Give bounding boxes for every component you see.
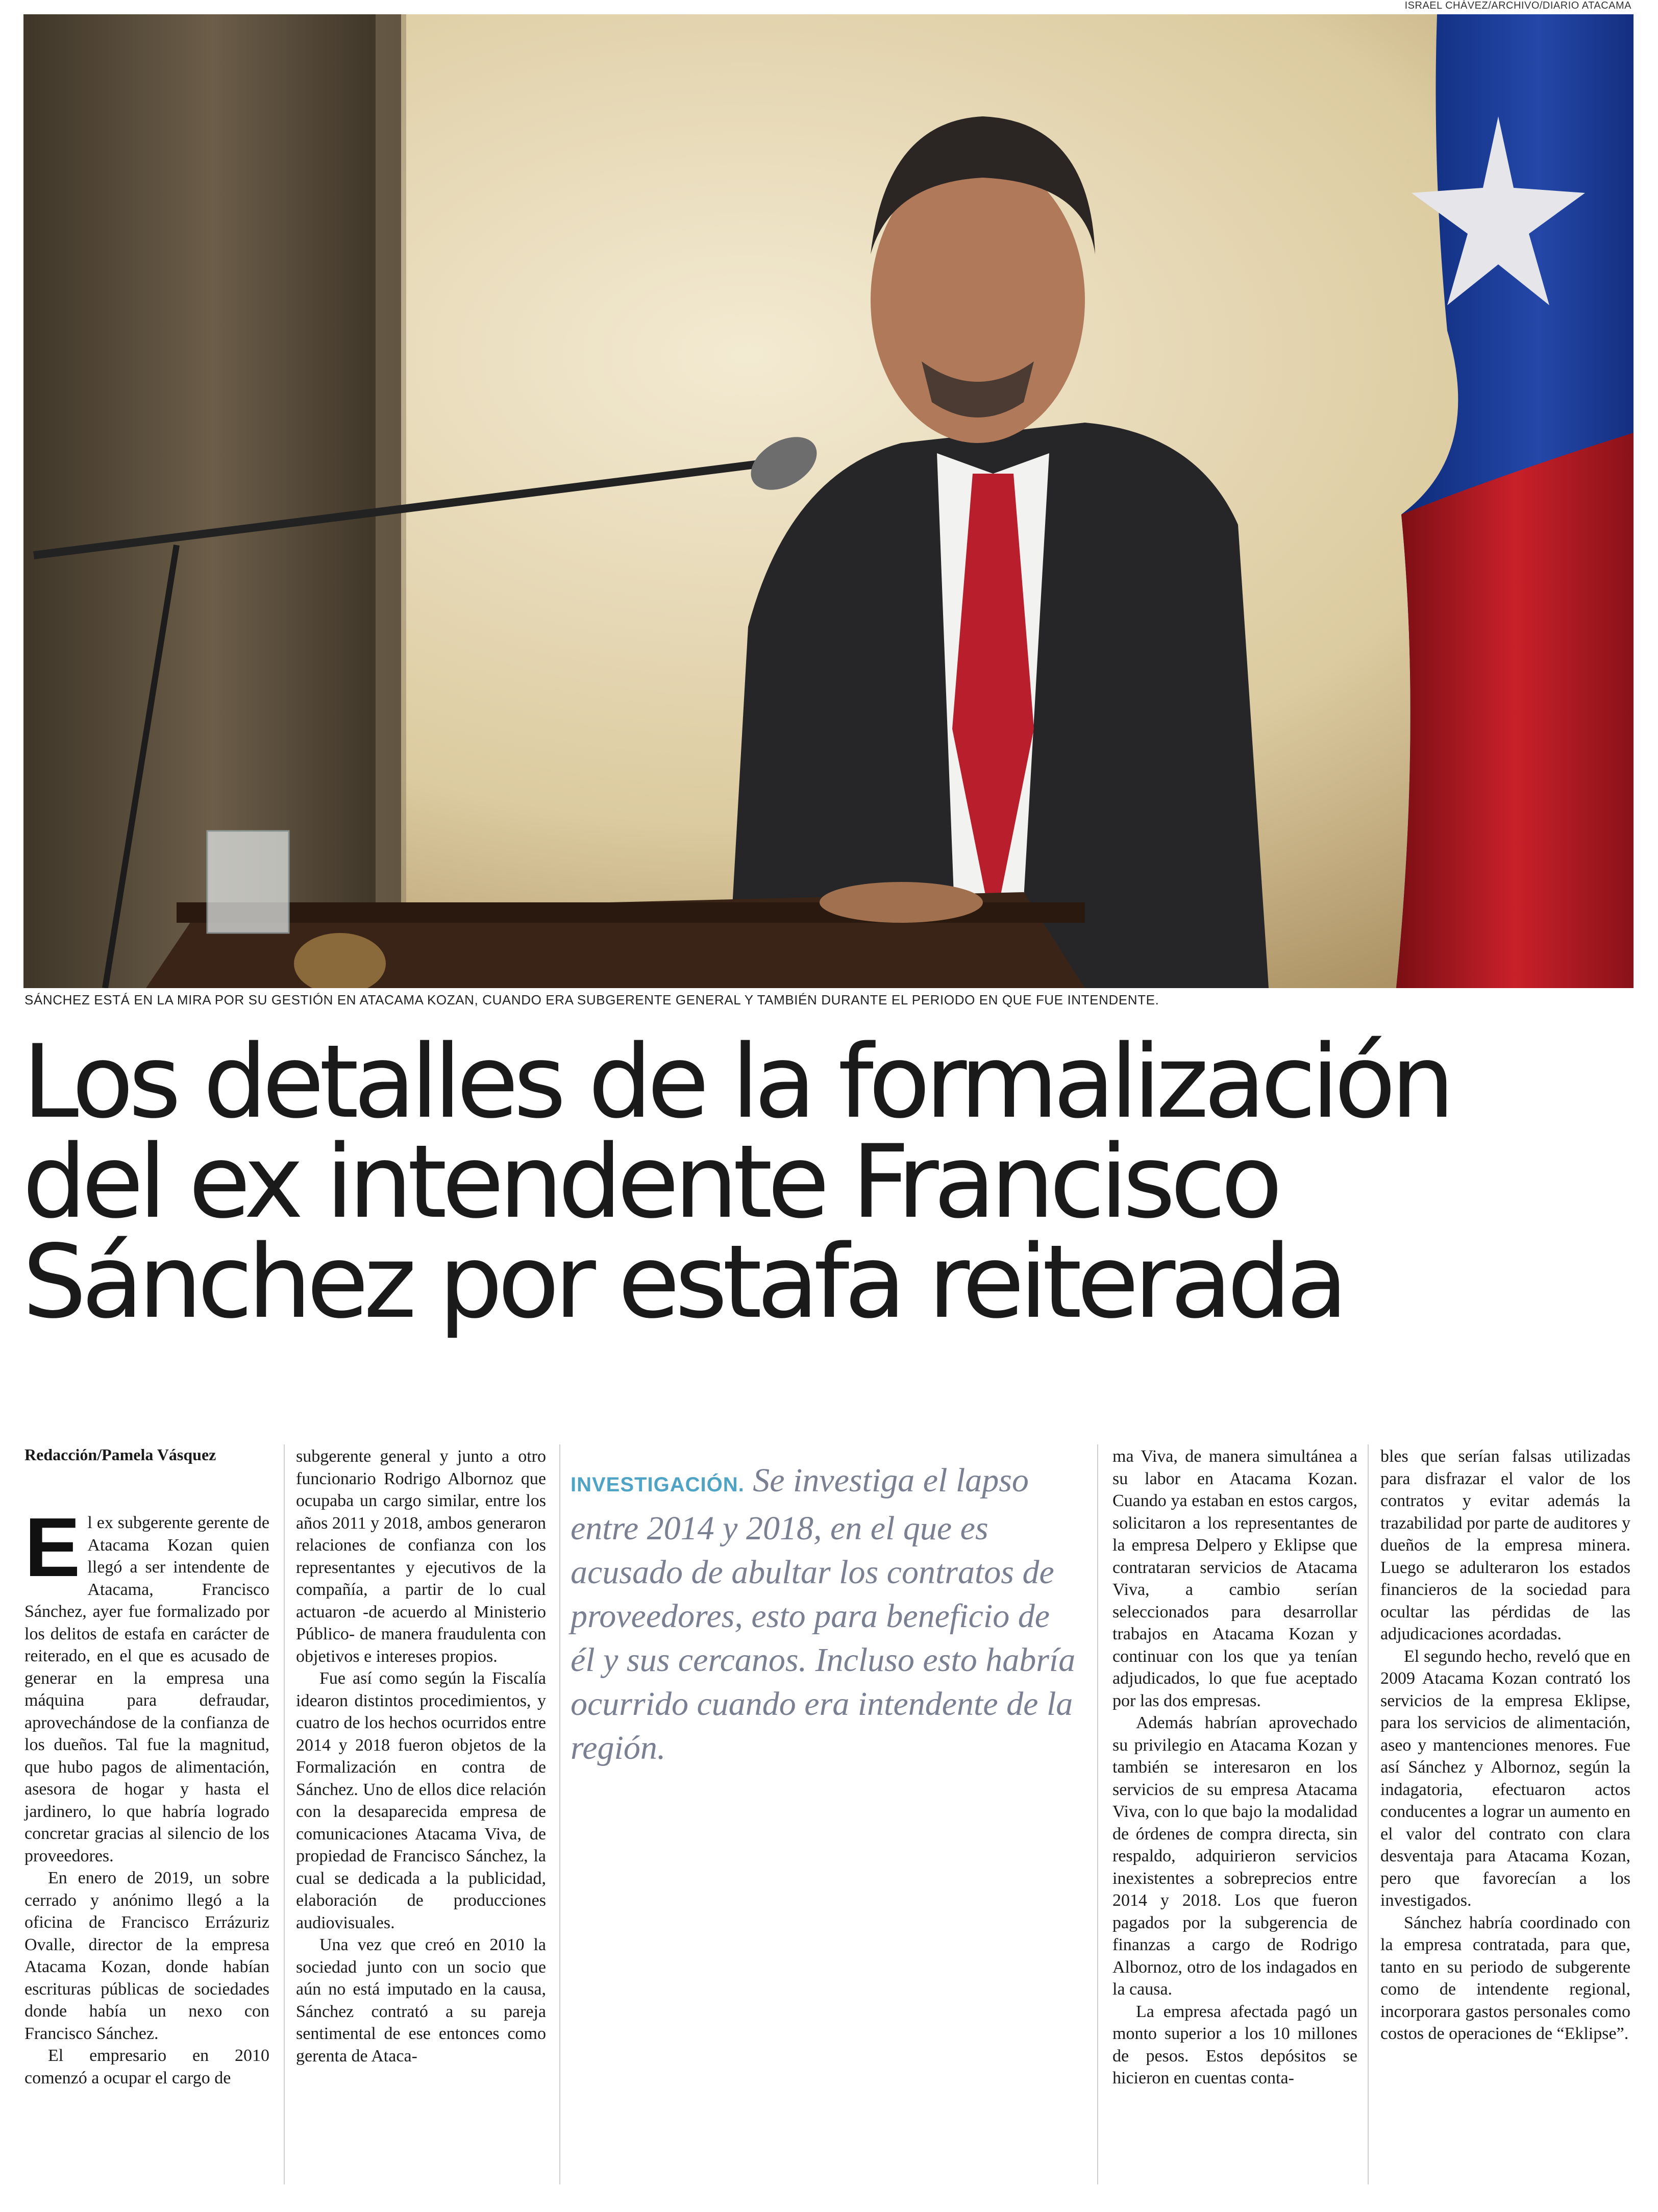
article-column-1 xyxy=(24,1501,269,2196)
paragraph-text: l ex subgerente gerente de Atacama Kozan quien llegó a ser intendente de Atacama, Francisco Sánchez, ayer fue formalizado por los delitos de estafa en carácter de reiterado, en el que es acusado de generar en la empresa una máquina para defraudar, aprovechándose de la confianza de los dueños. Tal fue la magnitud, que hubo pagos de alimentación, asesora de hogar y hasta el jardinero, lo que habría logrado concretar gracias al silencio de los proveedores. xyxy=(24,1513,269,1865)
article-column-2 xyxy=(296,1445,546,2196)
photo-illustration xyxy=(23,14,1634,988)
paragraph: ma Viva, de manera simultánea a su labor en Atacama Kozan. Cuando ya estaban en estos cargos, solicitaron a los representantes de la empresa Delpero y Eklipse que contrataran servicios de Atacama Viva, a cambio serían seleccionados para desarrollar trabajos en Atacama Kozan y continuar con los que ya tenían adjudicados, lo que fue aceptado por las dos empresas. xyxy=(1112,1447,1357,1710)
headline xyxy=(22,1023,1604,1341)
paragraph xyxy=(24,1501,269,1867)
paragraph: Una vez que creó en 2010 la sociedad junto con un socio que aún no está imputado en la causa, Sánchez contrató a su pareja sentimental de ese entonces como gerenta de Ataca- xyxy=(296,1935,546,2066)
article-column-3 xyxy=(1112,1445,1357,2196)
byline: Redacción/Pamela Vásquez xyxy=(24,1445,216,1464)
paragraph: El segundo hecho, reveló que en 2009 Atacama Kozan contrató los servicios de la empresa Eklipse, para los servicios de alimentación, aseo y mantenciones menores. Fue así Sánchez y Albornoz, según la indagatoria, efectuaron actos conducentes a lograr un aumento en el valor del contrato con clara desventaja para Atacama Kozan, pero que favorecían a los investigados. xyxy=(1380,1646,1630,1910)
paragraph: Además habrían aprovechado su privilegio en Atacama Kozan y también se interesaron en los servicios de su empresa Atacama Viva, con lo que bajo la modalidad de órdenes de compra directa, sin respaldo, adquirieron servicios inexistentes a sobreprecios entre 2014 y 2018. Los que fueron pagados por la subgerencia de finanzas a cargo de Rodrigo Albornoz, otro de los indagados en la causa. xyxy=(1112,1713,1357,1999)
pull-quote xyxy=(571,1459,1076,1770)
photo-sanchez-at-podium xyxy=(23,14,1634,988)
pull-quote-label: INVESTIGACIÓN. xyxy=(571,1473,745,1496)
pull-quote-text: Se investiga el lapso entre 2014 y 2018, en el que es acusado de abultar los contratos de proveedores, esto para beneficio de él y sus cercanos. Incluso esto habría ocurrido cuando era intendente de la región. xyxy=(571,1462,1076,1766)
column-rule xyxy=(1368,1444,1369,2184)
paragraph: El empresario en 2010 comenzó a ocupar el cargo de xyxy=(24,2046,269,2087)
photo-credit: ISRAEL CHÁVEZ/ARCHIVO/DIARIO ATACAMA xyxy=(1404,0,1631,11)
paragraph: Sánchez habría coordinado con la empresa contratada, para que, tanto en su periodo de subgerente como de intendente regional, incorporara gastos personales como costos de operaciones de “Eklipse”. xyxy=(1380,1913,1630,2043)
headline-line-3: Sánchez por estafa reiterada xyxy=(22,1223,1343,1341)
column-rule xyxy=(559,1444,560,2184)
photo-caption: SÁNCHEZ ESTÁ EN LA MIRA POR SU GESTIÓN EN ATACAMA KOZAN, CUANDO ERA SUBGERENTE GENERAL Y TAMBIÉN DURANTE EL PERIODO EN QUE FUE INTENDENTE. xyxy=(24,992,1159,1007)
paragraph: bles que serían falsas utilizadas para disfrazar el valor de los contratos y evitar además la trazabilidad por parte de auditores y dueños de la empresa minera. Luego se adulteraron los estados financieros de la sociedad para ocultar las pérdidas de las adjudicaciones acordadas. xyxy=(1380,1447,1630,1643)
article-column-4 xyxy=(1380,1445,1630,2196)
paragraph: En enero de 2019, un sobre cerrado y anónimo llegó a la oficina de Francisco Errázuriz Ovalle, director de la empresa Atacama Kozan, donde habían escrituras públicas de sociedades donde había un nexo con Francisco Sánchez. xyxy=(24,1869,269,2043)
paragraph: Fue así como según la Fiscalía idearon distintos procedimientos, y cuatro de los hechos ocurridos entre 2014 y 2018 fueron objetos de la Formalización en contra de Sánchez. Uno de ellos dice relación con la desaparecida empresa de comunicaciones Atacama Viva, de propiedad de Francisco Sánchez, la cual se dedicada a la publicidad, elaboración de producciones audiovisuales. xyxy=(296,1669,546,1932)
headline-line-2: del ex intendente Francisco xyxy=(22,1123,1278,1241)
column-rule xyxy=(1097,1444,1098,2184)
headline-line-1: Los detalles de la formalización xyxy=(22,1023,1450,1141)
column-rule xyxy=(284,1444,285,2184)
paragraph: La empresa afectada pagó un monto superior a los 10 millones de pesos. Estos depósitos se hicieron en cuentas conta- xyxy=(1112,2002,1357,2087)
drop-cap: E xyxy=(24,1501,81,1594)
paragraph: subgerente general y junto a otro funcionario Rodrigo Albornoz que ocupaba un cargo similar, entre los años 2011 y 2018, ambos generaron relaciones de confianza con los representantes y ejecutivos de la compañía, a partir de lo cual actuaron -de acuerdo al Ministerio Público- de manera fraudulenta con objetivos e intereses propios. xyxy=(296,1447,546,1666)
